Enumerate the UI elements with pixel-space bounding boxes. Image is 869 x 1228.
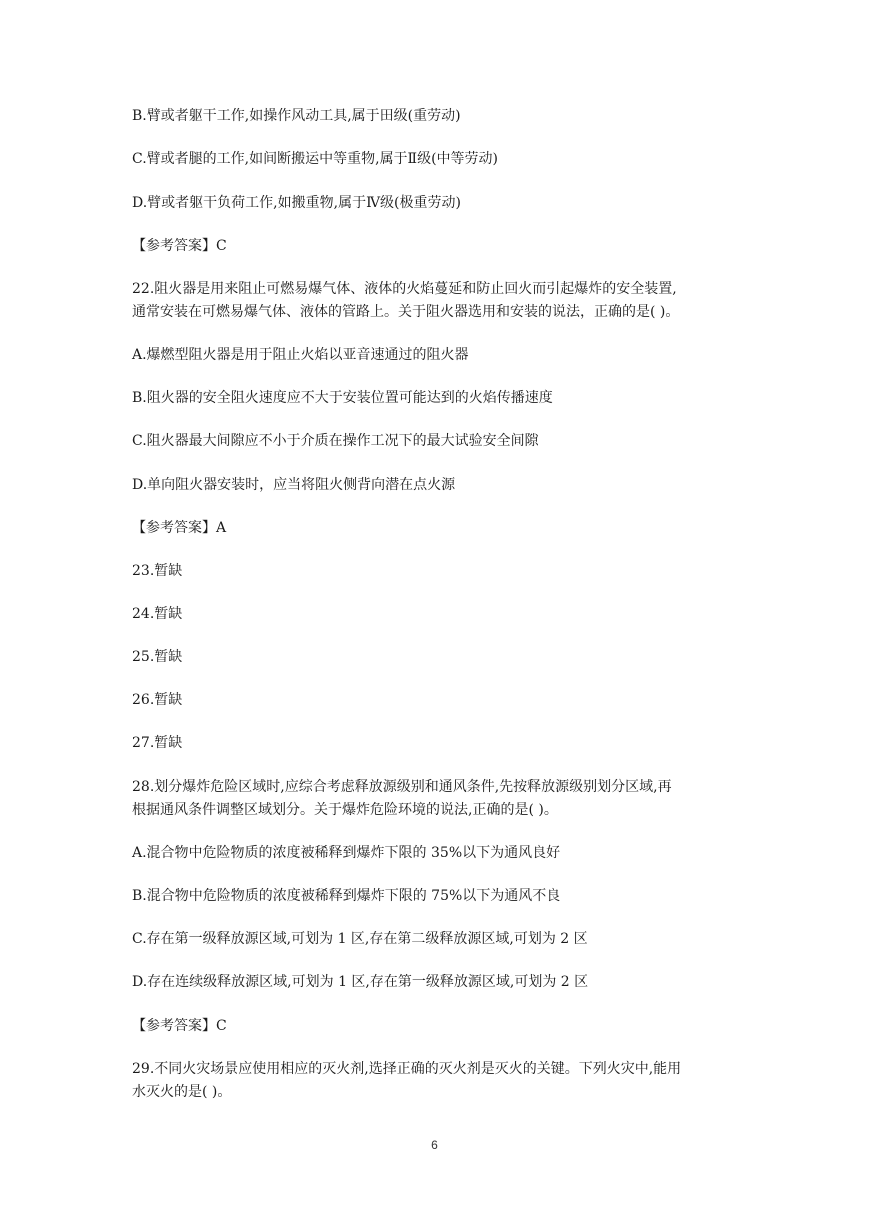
q28-option-d: D.存在连续级释放源区域,可划为 1 区,存在第一级释放源区域,可划为 2 区 bbox=[132, 974, 589, 990]
q28-option-a: A.混合物中危险物质的浓度被稀释到爆炸下限的 35%以下为通风良好 bbox=[132, 845, 561, 861]
q25-item: 25.暂缺 bbox=[132, 649, 183, 665]
q24-item: 24.暂缺 bbox=[132, 606, 183, 622]
q27-item: 27.暂缺 bbox=[132, 735, 183, 751]
q22-option-b: B.阻火器的安全阻火速度应不大于安装位置可能达到的火焰传播速度 bbox=[132, 390, 553, 406]
q28-option-b: B.混合物中危险物质的浓度被稀释到爆炸下限的 75%以下为通风不良 bbox=[132, 888, 561, 904]
q21-option-d: D.臂或者躯干负荷工作,如搬重物,属于Ⅳ级(极重劳动) bbox=[132, 195, 461, 211]
q22-question-line1: 22.阻火器是用来阻止可燃易爆气体、液体的火焰蔓延和防止回火而引起爆炸的安全装置, bbox=[132, 281, 677, 297]
q22-option-d: D.单向阻火器安装时，应当将阻火侧背向潜在点火源 bbox=[132, 477, 456, 493]
q21-answer: 【参考答案】C bbox=[132, 238, 227, 254]
q28-question-line2: 根据通风条件调整区域划分。关于爆炸危险环境的说法,正确的是( )。 bbox=[132, 802, 558, 818]
q22-question-line2: 通常安装在可燃易爆气体、液体的管路上。关于阻火器选用和安装的说法，正确的是( )。 bbox=[132, 304, 680, 320]
q28-answer: 【参考答案】C bbox=[132, 1018, 227, 1034]
q22-option-c: C.阻火器最大间隙应不小于介质在操作工况下的最大试验安全间隙 bbox=[132, 433, 539, 449]
q29-question-line2: 水灭火的是( )。 bbox=[132, 1084, 232, 1100]
q29-question-line1: 29.不同火灾场景应使用相应的灭火剂,选择正确的灭火剂是灭火的关键。下列火灾中,能用 bbox=[132, 1061, 682, 1077]
page-number: 6 bbox=[431, 1138, 438, 1152]
q23-item: 23.暂缺 bbox=[132, 563, 183, 579]
q22-option-a: A.爆燃型阻火器是用于阻止火焰以亚音速通过的阻火器 bbox=[132, 347, 469, 363]
q22-answer: 【参考答案】A bbox=[132, 520, 227, 536]
q28-option-c: C.存在第一级释放源区域,可划为 1 区,存在第二级释放源区域,可划为 2 区 bbox=[132, 931, 588, 947]
q26-item: 26.暂缺 bbox=[132, 692, 183, 708]
q21-option-c: C.臂或者腿的工作,如间断搬运中等重物,属于Ⅱ级(中等劳动) bbox=[132, 151, 499, 167]
q28-question-line1: 28.划分爆炸危险区域时,应综合考虑释放源级别和通风条件,先按释放源级别划分区域,再 bbox=[132, 779, 672, 795]
q21-option-b: B.臂或者躯干工作,如操作风动工具,属于田级(重劳动) bbox=[132, 108, 461, 124]
